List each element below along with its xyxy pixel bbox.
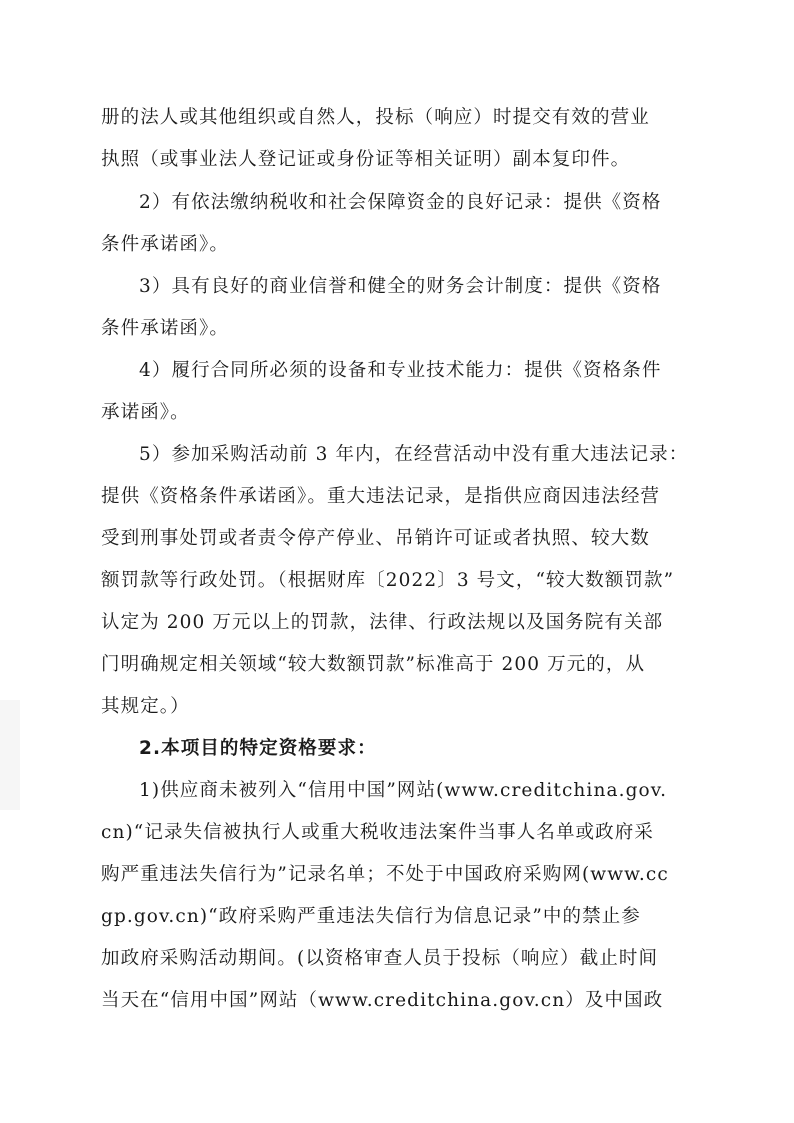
- scan-artifact: [0, 700, 20, 810]
- section-heading: 2.本项目的特定资格要求：: [139, 738, 377, 759]
- text-line: 执照（或事业法人登记证或身份证等相关证明）副本复印件。: [101, 149, 631, 170]
- text-line: 认定为 200 万元以上的罚款，法律、行政法规以及国务院有关部: [101, 612, 664, 633]
- text-line: 受到刑事处罚或者责令停产停业、吊销许可证或者执照、较大数: [101, 528, 650, 549]
- text-line: 提供《资格条件承诺函》。重大违法记录，是指供应商因违法经营: [101, 486, 661, 507]
- text-line: 条件承诺函》。: [101, 318, 229, 339]
- text-line: 册的法人或其他组织或自然人，投标（响应）时提交有效的营业: [101, 107, 650, 128]
- text-line: 1)供应商未被列入“信用中国”网站(www.creditchina.gov.: [139, 780, 668, 801]
- text-line: 承诺函》。: [101, 402, 190, 423]
- text-line: 额罚款等行政处罚。（根据财库〔2022〕3 号文，“较大数额罚款”: [101, 570, 675, 591]
- text-line: 购严重违法失信行为”记录名单；不处于中国政府采购网(www.cc: [101, 864, 669, 885]
- text-line: 2）有依法缴纳税收和社会保障资金的良好记录：提供《资格: [139, 192, 662, 213]
- text-line: 3）具有良好的商业信誉和健全的财务会计制度：提供《资格: [139, 276, 662, 297]
- text-line: 其规定。）: [101, 696, 190, 717]
- text-line: cn)“记录失信被执行人或重大税收违法案件当事人名单或政府采: [101, 822, 654, 843]
- text-line: 条件承诺函》。: [101, 234, 229, 255]
- text-line: gp.gov.cn)“政府采购严重违法失信行为信息记录”中的禁止参: [101, 906, 641, 927]
- text-line: 加政府采购活动期间。(以资格审查人员于投标（响应）截止时间: [101, 948, 659, 969]
- text-line: 4）履行合同所必须的设备和专业技术能力：提供《资格条件: [139, 360, 662, 381]
- text-line: 5）参加采购活动前 3 年内，在经营活动中没有重大违法记录：: [139, 444, 689, 465]
- text-line: 当天在“信用中国”网站（www.creditchina.gov.cn）及中国政: [101, 990, 664, 1011]
- text-line: 门明确规定相关领域“较大数额罚款”标准高于 200 万元的，从: [101, 654, 646, 675]
